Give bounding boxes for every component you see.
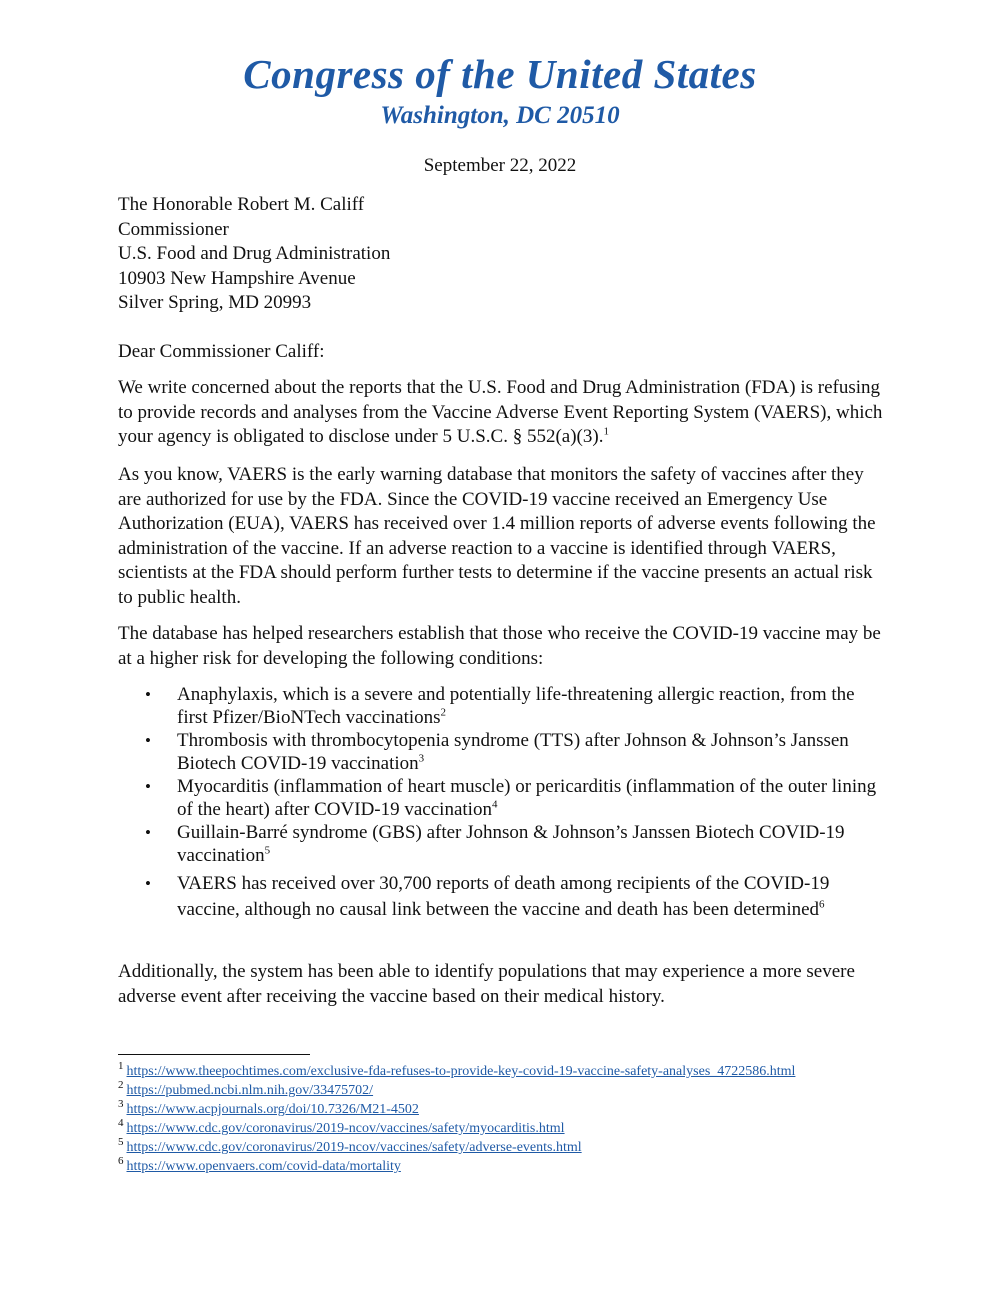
paragraph-2: As you know, VAERS is the early warning database that monitors the safety of vaccines after they are authorized for use by the FDA. Since the COVID-19 vaccine received an Emergency Use Authorization (EUA), VAERS has received over 1.4 million reports of adverse events following the administration of the vaccine. If an adverse reaction to a vaccine is identified through VAERS, scientists at the FDA should perform further tests to determine if the vaccine presents an actual risk to public health. (118, 464, 876, 608)
paragraph-3: The database has helped researchers establish that those who receive the COVID-19 vaccine may be at a higher risk for developing the following conditions: (118, 623, 881, 669)
list-item (118, 821, 888, 867)
paragraph-1 (118, 376, 888, 450)
letter-date: September 22, 2022 (423, 155, 577, 176)
recipient-agency: U.S. Food and Drug Administration (118, 243, 391, 264)
list-item (118, 683, 888, 729)
bullet-icon: • (145, 685, 151, 704)
recipient-city: Silver Spring, MD 20993 (118, 292, 312, 313)
footnotes (118, 1062, 898, 1176)
recipient-address (118, 193, 888, 316)
paragraph-4: Additionally, the system has been able to identify populations that may experience a more severe adverse event after receiving the vaccine based on their medical history. (118, 961, 855, 1007)
recipient-name: The Honorable Robert M. Califf (118, 194, 365, 215)
footnote-link[interactable]: https://pubmed.ncbi.nlm.nih.gov/33475702/ (126, 1083, 374, 1098)
letterhead-subtitle: Washington, DC 20510 (380, 102, 620, 130)
salutation: Dear Commissioner Califf: (118, 341, 325, 362)
recipient-street: 10903 New Hampshire Avenue (118, 267, 356, 289)
footnote-number: 1 (118, 1060, 124, 1073)
footnote-number: 2 (118, 1079, 124, 1092)
list-item (118, 775, 888, 821)
footnote-link[interactable]: https://www.openvaers.com/covid-data/mortality (126, 1159, 401, 1174)
bullet-icon: • (145, 874, 151, 893)
footnote-ref: 2 (440, 706, 447, 719)
footnote-ref: 5 (264, 844, 271, 857)
footnote-ref: 4 (491, 798, 498, 811)
footnote-number: 4 (118, 1117, 124, 1130)
conditions-list (118, 683, 888, 923)
list-item-text: Myocarditis (inflammation of heart muscle) or pericarditis (inflammation of the outer lining of the heart) after COVID-19 vaccination (177, 776, 877, 820)
bullet-icon: • (145, 777, 151, 796)
letterhead (0, 52, 1000, 131)
list-item (118, 871, 888, 923)
recipient-title: Commissioner (118, 218, 229, 240)
list-item-text: Guillain-Barré syndrome (GBS) after Johnson & Johnson’s Janssen Biotech COVID-19 vaccination (177, 822, 845, 866)
footnote (118, 1157, 898, 1176)
list-item-text: Thrombosis with thrombocytopenia syndrome (TTS) after Johnson & Johnson’s Janssen Biotech COVID-19 vaccination (177, 730, 849, 774)
footnote (118, 1100, 898, 1119)
footnote-divider (118, 1054, 310, 1055)
letterhead-title: Congress of the United States (243, 51, 757, 97)
bullet-icon: • (145, 823, 151, 842)
footnote-link[interactable]: https://www.acpjournals.org/doi/10.7326/M21-4502 (126, 1102, 419, 1117)
footnote-link[interactable]: https://www.cdc.gov/coronavirus/2019-ncov/vaccines/safety/myocarditis.html (126, 1121, 565, 1136)
list-item-text: Anaphylaxis, which is a severe and potentially life-threatening allergic reaction, from the first Pfizer/BioNTech vaccinations (177, 684, 855, 728)
footnote-link[interactable]: https://www.cdc.gov/coronavirus/2019-ncov/vaccines/safety/adverse-events.html (126, 1140, 582, 1155)
footnote-ref-1: 1 (603, 425, 609, 438)
footnote (118, 1138, 898, 1157)
footnote-ref: 3 (418, 752, 425, 765)
footnote (118, 1081, 898, 1100)
footnote-link[interactable]: https://www.theepochtimes.com/exclusive-fda-refuses-to-provide-key-covid-19-vaccine-safety-analyses_4722586.html (126, 1064, 796, 1079)
footnote-number: 3 (118, 1098, 124, 1111)
list-item (118, 729, 888, 775)
paragraph-1-text: We write concerned about the reports that the U.S. Food and Drug Administration (FDA) is refusing to provide records and analyses from the Vaccine Adverse Event Reporting System (VAERS), which your agency is obligated to disclose under 5 U.S.C. § 552(a)(3). (118, 377, 883, 447)
footnote (118, 1062, 898, 1081)
footnote-ref: 6 (819, 898, 825, 911)
footnote-number: 6 (118, 1155, 124, 1168)
footnote (118, 1119, 898, 1138)
footnote-number: 5 (118, 1136, 124, 1149)
bullet-icon: • (145, 731, 151, 750)
list-item-text: VAERS has received over 30,700 reports of death among recipients of the COVID-19 vaccine, although no causal link between the vaccine and death has been determined (177, 873, 830, 920)
